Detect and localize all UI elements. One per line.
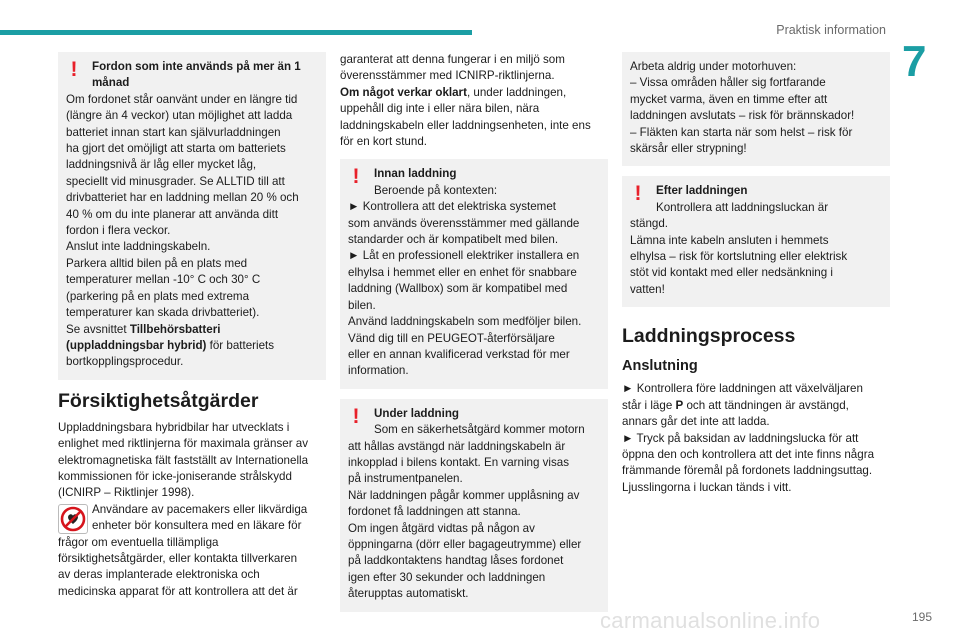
text-line: öppningarna (dörr eller bagageutrymme) eller [348, 537, 582, 551]
text-line: Uppladdningsbara hybridbilar har utvecklats i [58, 420, 290, 434]
section-title: Praktisk information [776, 23, 886, 37]
text-line: eller en annan kvalificerad verkstad för mer [348, 347, 570, 361]
text-line: stängd. [630, 217, 669, 231]
text-line: (parkering på en plats med extrema [66, 289, 250, 303]
text-line: laddningskabeln eller laddningsenheten, inte ens [340, 118, 591, 132]
text-line: återupptas automatiskt. [348, 587, 469, 601]
warning-title: Innan laddning [374, 167, 457, 181]
text-line: laddning (Wallbox) som är kompatibel med [348, 282, 568, 296]
text-line: på laddkontaktens handtag låses fordonet [348, 554, 564, 568]
warning-subtitle: Kontrollera att laddningsluckan är [656, 200, 829, 214]
text-line: (ICNIRP – Riktlinjer 1998). [58, 486, 195, 500]
text-line: fordonet få laddningen att stanna. [348, 505, 521, 519]
text-line: bortkopplingsprocedur. [66, 355, 184, 369]
warning-box-after-charging [622, 176, 890, 307]
cross-reference: Tillbehörsbatteri [129, 322, 221, 336]
warning-box-during-charging [340, 399, 608, 612]
text-line: batteriet innan start kan självurladdningen [66, 125, 281, 139]
column-3 [622, 52, 890, 496]
text-line: När laddningen pågår kommer upplåsning av [348, 488, 580, 502]
text-line: Anslut inte laddningskabeln. [66, 240, 211, 254]
text-line [66, 322, 318, 338]
text-line: enheter bör konsultera med en läkare för [92, 519, 302, 533]
text-line: bilen. [348, 298, 376, 312]
text-fragment: , under laddningen, [466, 85, 567, 99]
text-line: garanterat att denna fungerar i en miljö som [340, 53, 565, 66]
header-accent-bar [0, 30, 472, 35]
text-line: stöt vid kontakt med eller nedsänkning i [630, 266, 834, 280]
text-line: på instrumentpanelen. [348, 472, 463, 486]
text-line: främmande föremål på fordonets laddningsuttag. [622, 464, 873, 478]
exclamation-warning-icon: ! [70, 58, 78, 81]
text-line: för en kort stund. [340, 135, 427, 149]
text-line: igen efter 30 sekunder och laddningen [348, 570, 546, 584]
column-1 [58, 52, 326, 600]
chapter-number: 7 [902, 37, 927, 86]
text-line: Parkera alltid bilen på en plats med [66, 256, 248, 270]
text-line: Ljusslingorna i luckan tänds i vitt. [622, 480, 792, 494]
text-line: frågor om eventuella tillämpliga [58, 535, 219, 549]
exclamation-warning-icon: ! [352, 404, 360, 428]
text-line: medicinska apparat för att kontrollera att det är [58, 584, 298, 598]
text-line: ► Låt en professionell elektriker installera en [348, 249, 580, 263]
text-line: som används överensstämmer med gällande [348, 216, 580, 230]
column-2 [340, 52, 608, 622]
text-line: att hållas avstängd när laddningskabeln är [348, 439, 566, 453]
warning-title: Under laddning [374, 406, 460, 420]
text-line: skärsår eller strypning! [630, 142, 747, 156]
text-line: ► Kontrollera att det elektriska systemet [348, 200, 557, 214]
text-line [340, 85, 608, 101]
text-line: laddningen avslutats – risk för brännskador! [630, 109, 855, 123]
text-line: elektromagnetiska fält fastställt av Internationella [58, 453, 309, 467]
text-line: laddningsnivå är låg eller mycket låg, [66, 158, 257, 172]
text-line: Användare av pacemakers eller likvärdiga [92, 502, 308, 516]
text-line: inkopplad i bilens kontakt. En varning visas [348, 455, 570, 469]
text-line: Använd laddningskabeln som medföljer bilen. [348, 315, 582, 329]
text-line: 40 % om du inte planerar att använda ditt [66, 207, 279, 221]
text-line: temperaturer kan skada drivbatteriet). [66, 306, 260, 320]
text-line: Om ingen åtgärd vidtas på någon av [348, 521, 535, 535]
warning-box-unused-vehicle [58, 52, 326, 380]
text-line: enlighet med riktlinjerna för maximala gränser av [58, 437, 309, 451]
text-line: elhylsa i hemmet eller en enhet för snabbare [348, 265, 577, 279]
text-line: information. [348, 364, 409, 378]
text-line: speciellt vid minusgrader. Se ALLTID till att [66, 174, 285, 188]
gear-position-label: P [675, 398, 684, 412]
page-number: 195 [912, 610, 933, 624]
watermark: carmanualsonline.info [600, 608, 821, 633]
no-pacemaker-icon [58, 504, 88, 534]
warning-title-cont: månad [92, 76, 130, 90]
text-line: Arbeta aldrig under motorhuven: [630, 60, 797, 73]
text-line: av deras implanterade elektroniska och [58, 568, 260, 582]
text-line: ha gjort det omöjligt att starta om batteriets [66, 142, 286, 156]
warning-title: Efter laddningen [656, 184, 748, 198]
text-line: standarder och är kompatibelt med bilen. [348, 233, 559, 247]
text-line [622, 398, 890, 414]
text-line: elhylsa – risk för kortslutning eller elektrisk [630, 250, 848, 264]
text-line: överensstämmer med ICNIRP-riktlinjerna. [340, 69, 555, 83]
heading-precautions: Försiktighetsåtgärder [58, 389, 259, 412]
bold-lead: Om något verkar oklart [340, 85, 467, 99]
exclamation-warning-icon: ! [634, 182, 642, 206]
warning-subtitle: Som en säkerhetsåtgärd kommer motorn [374, 423, 585, 437]
text-fragment: och att tändningen är avstängd, [683, 398, 849, 412]
info-box-engine-hood [622, 52, 890, 166]
text-line: drivbatteriet har en laddning mellan 20 % och [66, 191, 299, 205]
text-line: Om fordonet står oanvänt under en längre tid [66, 92, 298, 106]
text-line: mycket varma, även en timme efter att [630, 92, 828, 106]
text-line: (längre än 4 veckor) utan möjlighet att ladda [66, 109, 293, 123]
text-line: vatten! [630, 282, 665, 296]
warning-subtitle: Beroende på kontexten: [374, 183, 498, 197]
text-line: Lämna inte kabeln ansluten i hemmets [630, 233, 829, 247]
warning-title: Fordon som inte används på mer än 1 [92, 60, 301, 73]
pacemaker-note [58, 502, 326, 535]
text-line: Vänd dig till en PEUGEOT-återförsäljare [348, 331, 555, 345]
text-line: kommissionen för icke-joniserande strålskydd [58, 469, 292, 483]
text-line: temperaturer mellan -10° C och 30° C [66, 273, 261, 287]
cross-reference-cont: (uppladdningsbar hybrid) [66, 338, 207, 352]
text-fragment: för batteriets [206, 338, 275, 352]
text-line: öppna den och kontrollera att det inte finns några [622, 447, 875, 461]
exclamation-warning-icon: ! [352, 165, 360, 189]
text-line: – Vissa områden håller sig fortfarande [630, 76, 826, 90]
text-fragment: står i läge [622, 398, 676, 412]
text-line [66, 338, 318, 354]
text-line: fordon i flera veckor. [66, 224, 171, 238]
heading-charging-process: Laddningsprocess [622, 325, 796, 348]
text-line: försiktighetsåtgärder, eller kontakta tillverkaren [58, 551, 298, 565]
text-line: uppehåll dig inte i eller nära bilen, nära [340, 102, 540, 116]
text-line: annars går det inte att ladda. [622, 415, 770, 429]
subheading-connection: Anslutning [622, 358, 698, 375]
text-line: ► Kontrollera före laddningen att växelväljaren [622, 382, 863, 396]
text-fragment: Se avsnittet [66, 322, 127, 336]
text-line: – Fläkten kan starta när som helst – risk för [630, 125, 853, 139]
text-line: ► Tryck på baksidan av laddningslucka för att [622, 431, 859, 445]
warning-box-before-charging [340, 159, 608, 388]
